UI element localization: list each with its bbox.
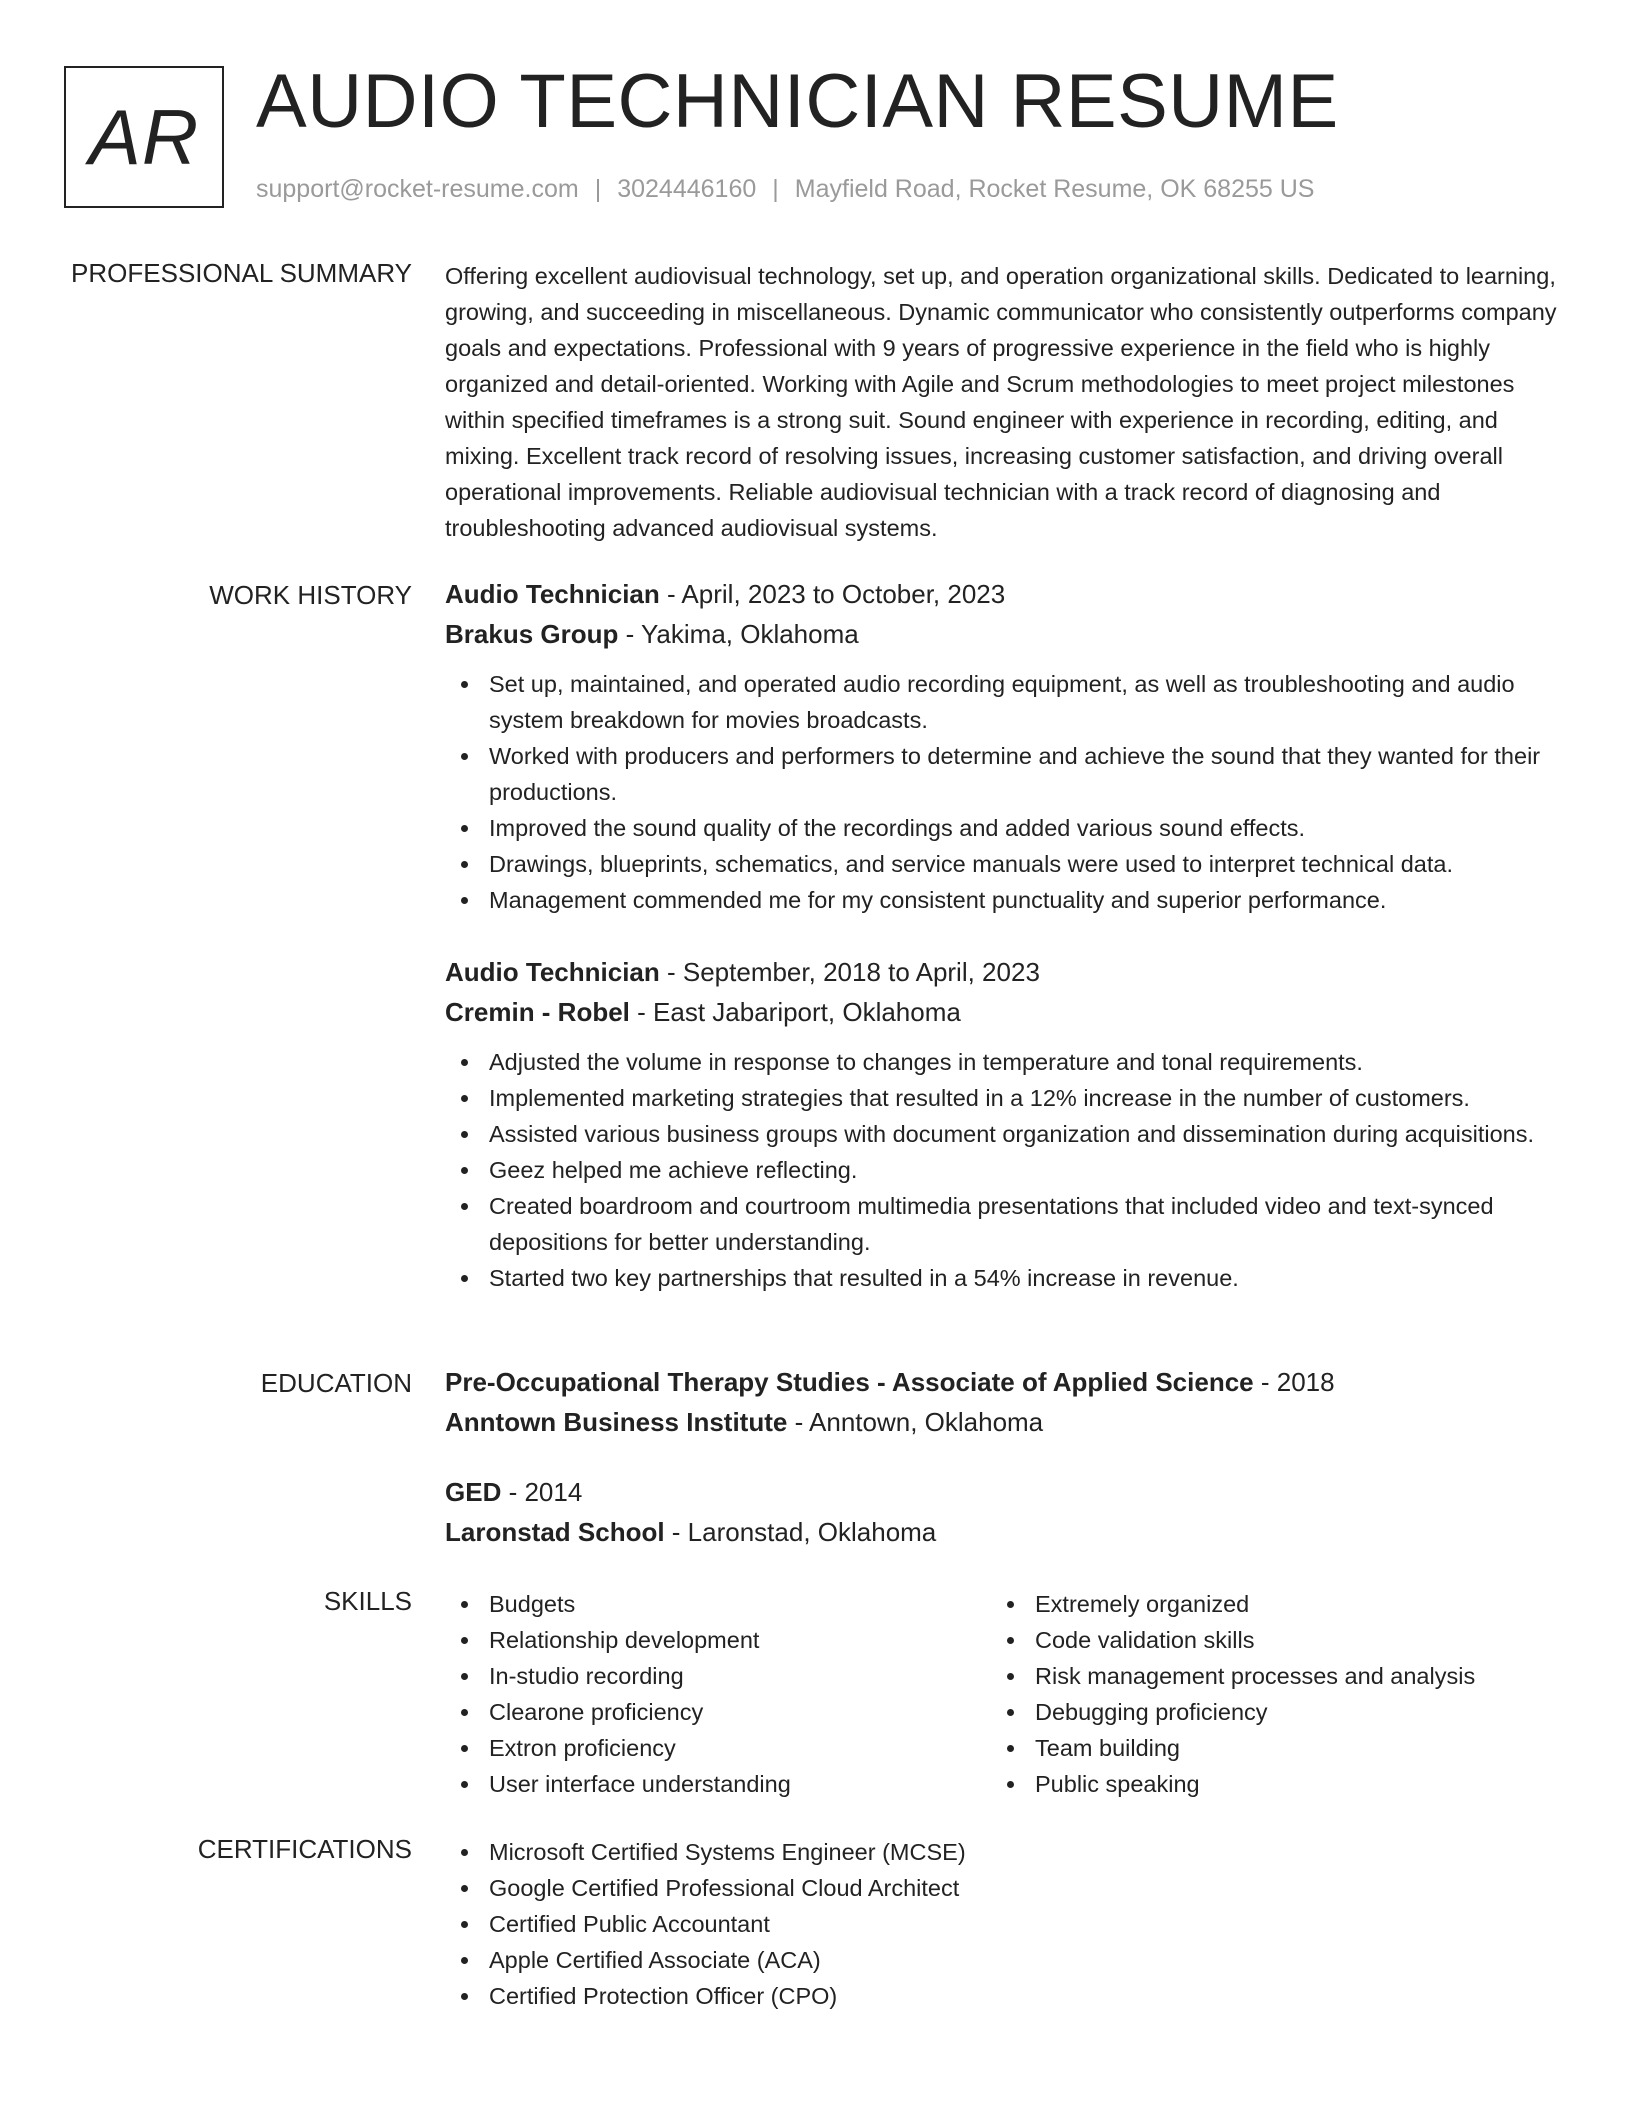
job-title: Audio Technician [445, 957, 660, 987]
job-entry [445, 574, 1560, 918]
certifications-list [445, 1834, 1560, 2014]
job-title: Audio Technician [445, 579, 660, 609]
job-location: - Yakima, Oklahoma [618, 619, 859, 649]
job-dates: - September, 2018 to April, 2023 [659, 957, 1040, 987]
list-item: Improved the sound quality of the recordings and added various sound effects. [445, 810, 1560, 846]
list-item: Apple Certified Associate (ACA) [445, 1942, 1560, 1978]
education-entry [445, 1362, 1560, 1442]
list-item: Certified Protection Officer (CPO) [445, 1978, 1560, 2014]
job-company: Cremin - Robel [445, 997, 630, 1027]
contact-email[interactable]: support@rocket-resume.com [256, 175, 579, 203]
list-item: Budgets [445, 1586, 991, 1622]
contact-address: Mayfield Road, Rocket Resume, OK 68255 US [794, 175, 1315, 203]
list-item: Code validation skills [991, 1622, 1537, 1658]
list-item: Team building [991, 1730, 1537, 1766]
list-item: Geez helped me achieve reflecting. [445, 1152, 1560, 1188]
job-bullets [445, 666, 1560, 918]
job-title-line [445, 952, 1560, 992]
list-item: Started two key partnerships that resulted in a 54% increase in revenue. [445, 1260, 1560, 1296]
contact-line [256, 175, 1314, 204]
summary-text: Offering excellent audiovisual technology, set up, and operation organizational skills. Dedicated to learning, growing, and succeeding in miscellaneous. Dynamic communicator who consistently outperforms company goals and expectations. Professional with 9 years of progressive experience in the field who is highly organized and detail-oriented. Working with Agile and Scrum methodologies to meet project milestones within specified timeframes is a strong suit. Sound engineer with experience in recording, editing, and mixing. Excellent track record of resolving issues, increasing customer satisfaction, and driving overall operational improvements. Reliable audiovisual technician with a track record of diagnosing and troubleshooting advanced audiovisual systems. [445, 263, 1557, 541]
job-company-line [445, 992, 1560, 1032]
list-item: Extron proficiency [445, 1730, 991, 1766]
monogram-initials: AR [88, 92, 200, 181]
list-item: Relationship development [445, 1622, 991, 1658]
job-location: - East Jabariport, Oklahoma [629, 997, 961, 1027]
list-item: Microsoft Certified Systems Engineer (MCSE) [445, 1834, 1560, 1870]
list-item: Worked with producers and performers to determine and achieve the sound that they wanted for their productions. [445, 738, 1560, 810]
job-title-line [445, 574, 1560, 614]
degree-year: - 2018 [1253, 1367, 1335, 1397]
list-item: Certified Public Accountant [445, 1906, 1560, 1942]
section-label-work: WORK HISTORY [209, 580, 412, 610]
school-location: - Laronstad, Oklahoma [664, 1517, 937, 1547]
degree-line [445, 1362, 1560, 1402]
section-label-skills: SKILLS [323, 1586, 412, 1616]
list-item: Clearone proficiency [445, 1694, 991, 1730]
list-item: Set up, maintained, and operated audio recording equipment, as well as troubleshooting and audio system breakdown for movies broadcasts. [445, 666, 1560, 738]
list-item: Drawings, blueprints, schematics, and service manuals were used to interpret technical data. [445, 846, 1560, 882]
contact-separator: | [594, 175, 602, 203]
section-label-certifications: CERTIFICATIONS [197, 1834, 412, 1864]
school-line [445, 1402, 1560, 1442]
degree-line [445, 1472, 1560, 1512]
list-item: Extremely organized [991, 1586, 1537, 1622]
skills-list-left [445, 1586, 991, 1802]
list-item: Google Certified Professional Cloud Architect [445, 1870, 1560, 1906]
resume-title: AUDIO TECHNICIAN RESUME [256, 59, 1339, 144]
job-bullets [445, 1044, 1560, 1296]
list-item: Debugging proficiency [991, 1694, 1537, 1730]
contact-phone[interactable]: 3024446160 [617, 175, 757, 203]
list-item: Assisted various business groups with document organization and dissemination during acquisitions. [445, 1116, 1560, 1152]
list-item: Created boardroom and courtroom multimedia presentations that included video and text-synced depositions for better understanding. [445, 1188, 1560, 1260]
list-item: Management commended me for my consistent punctuality and superior performance. [445, 882, 1560, 918]
degree: Pre-Occupational Therapy Studies - Associate of Applied Science [445, 1367, 1254, 1397]
job-company: Brakus Group [445, 619, 619, 649]
skills-list-right [991, 1586, 1537, 1802]
contact-separator: | [772, 175, 779, 203]
monogram-box [64, 66, 224, 208]
list-item: Implemented marketing strategies that resulted in a 12% increase in the number of customers. [445, 1080, 1560, 1116]
list-item: User interface understanding [445, 1766, 991, 1802]
list-item: Adjusted the volume in response to changes in temperature and tonal requirements. [445, 1044, 1560, 1080]
job-company-line [445, 614, 1560, 654]
school-location: - Anntown, Oklahoma [787, 1407, 1044, 1437]
school-line [445, 1512, 1560, 1552]
education-entry [445, 1472, 1560, 1552]
list-item: In-studio recording [445, 1658, 991, 1694]
degree: GED [445, 1477, 502, 1507]
degree-year: - 2014 [501, 1477, 583, 1507]
job-dates: - April, 2023 to October, 2023 [659, 579, 1006, 609]
list-item: Risk management processes and analysis [991, 1658, 1537, 1694]
job-entry [445, 952, 1560, 1296]
school: Laronstad School [445, 1517, 665, 1547]
section-label-education: EDUCATION [260, 1368, 412, 1398]
school: Anntown Business Institute [445, 1407, 788, 1437]
list-item: Public speaking [991, 1766, 1537, 1802]
section-label-summary: PROFESSIONAL SUMMARY [71, 258, 412, 288]
